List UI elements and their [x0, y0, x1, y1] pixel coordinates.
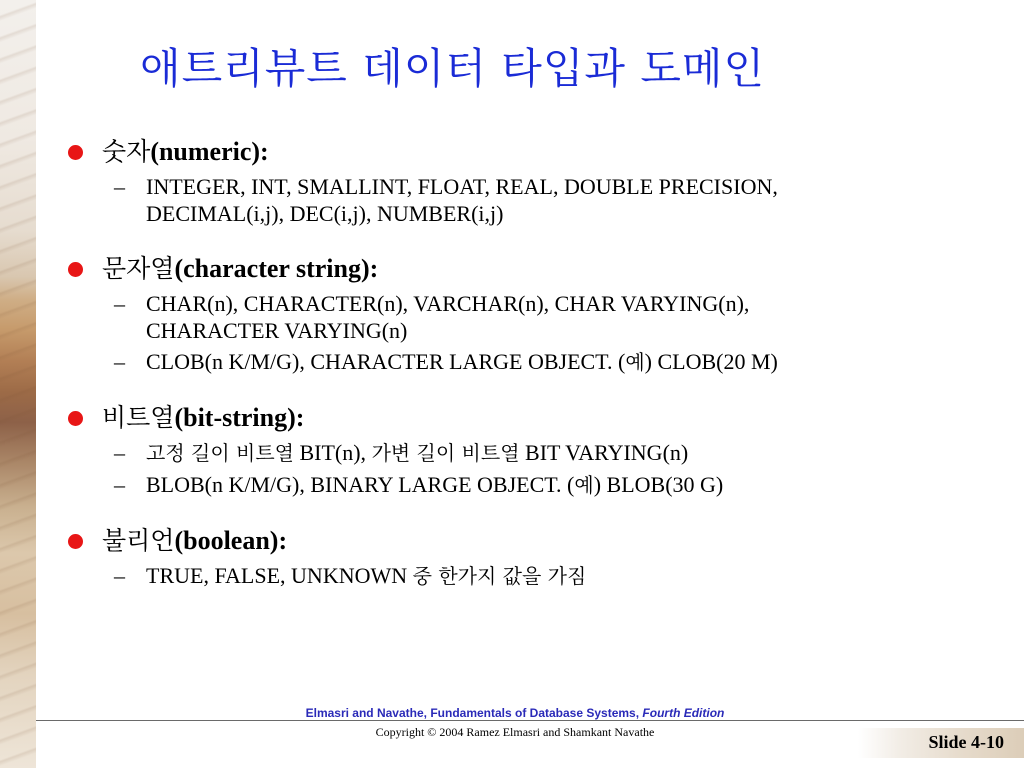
sub-item-text: ) CLOB(20 M) [644, 349, 778, 374]
dash-icon: – [114, 291, 125, 316]
section-bit-string [64, 401, 1004, 499]
section-boolean [64, 524, 1004, 590]
heading-english: (numeric): [150, 137, 269, 166]
dash-icon: – [114, 349, 125, 374]
bullet-dot-icon [68, 411, 83, 426]
slide-number-box [858, 728, 1024, 758]
sub-item-boolean-values [64, 562, 1004, 590]
sub-item-text: ) BLOB(30 G) [593, 472, 724, 497]
footer-edition: Fourth Edition [642, 706, 725, 720]
heading-korean: 불리언 [102, 526, 175, 555]
heading-korean: 숫자 [102, 137, 151, 166]
example-label: 예 [625, 350, 645, 374]
footer-book-reference [0, 706, 1024, 720]
sub-item-text: BIT(n), [293, 440, 372, 465]
dash-icon: – [114, 472, 125, 497]
sub-item-text: CHARACTER VARYING(n) [146, 318, 408, 343]
sub-item-text: CHAR(n), CHARACTER(n), VARCHAR(n), CHAR VARYING(n), [146, 291, 750, 316]
bullet-character-string [64, 252, 1004, 286]
sub-item-text: CLOB(n K/M/G), CHARACTER LARGE OBJECT. ( [146, 349, 626, 374]
sub-item-clob [64, 348, 1004, 376]
sub-item-text: INTEGER, INT, SMALLINT, FLOAT, REAL, DOUBLE PRECISION, [146, 174, 778, 199]
heading-english: (character string): [174, 254, 379, 283]
heading-korean: 비트열 [102, 403, 175, 432]
varying-length-label: 가변 길이 비트열 [371, 441, 520, 465]
dash-icon: – [114, 563, 125, 588]
sub-item-text: DECIMAL(i,j), DEC(i,j), NUMBER(i,j) [146, 201, 504, 226]
slide-content [64, 135, 1004, 615]
heading-korean: 문자열 [102, 254, 175, 283]
sub-item-numeric-types [64, 173, 1004, 227]
section-numeric [64, 135, 1004, 227]
heading-english: (boolean): [174, 526, 288, 555]
sub-item-text: TRUE, FALSE, UNKNOWN [146, 563, 413, 588]
footer-copyright: Copyright © 2004 Ramez Elmasri and Shamkant Navathe [375, 725, 655, 739]
sub-item-bit-types [64, 439, 1004, 467]
slide-number: Slide 4-10 [928, 732, 1004, 752]
heading-english: (bit-string): [174, 403, 305, 432]
bullet-boolean [64, 524, 1004, 558]
sub-item-korean-text: 중 한가지 값을 가짐 [412, 564, 587, 588]
desert-background-strip [0, 0, 36, 768]
slide-title: 애트리뷰트 데이터 타입과 도메인 [140, 44, 766, 93]
dash-icon: – [114, 440, 125, 465]
dash-icon: – [114, 174, 125, 199]
bullet-bit-string [64, 401, 1004, 435]
bullet-dot-icon [68, 534, 83, 549]
footer-book-title: Elmasri and Navathe, Fundamentals of Database Systems, [305, 706, 643, 720]
sub-item-text: BIT VARYING(n) [519, 440, 689, 465]
sub-item-text: BLOB(n K/M/G), BINARY LARGE OBJECT. ( [146, 472, 575, 497]
example-label: 예 [574, 473, 594, 497]
section-character-string [64, 252, 1004, 376]
bullet-dot-icon [68, 145, 83, 160]
fixed-length-label: 고정 길이 비트열 [146, 441, 294, 465]
footer-divider [36, 720, 1024, 721]
sub-item-char-types [64, 290, 1004, 344]
bullet-numeric [64, 135, 1004, 169]
bullet-dot-icon [68, 262, 83, 277]
sub-item-blob [64, 471, 1004, 499]
